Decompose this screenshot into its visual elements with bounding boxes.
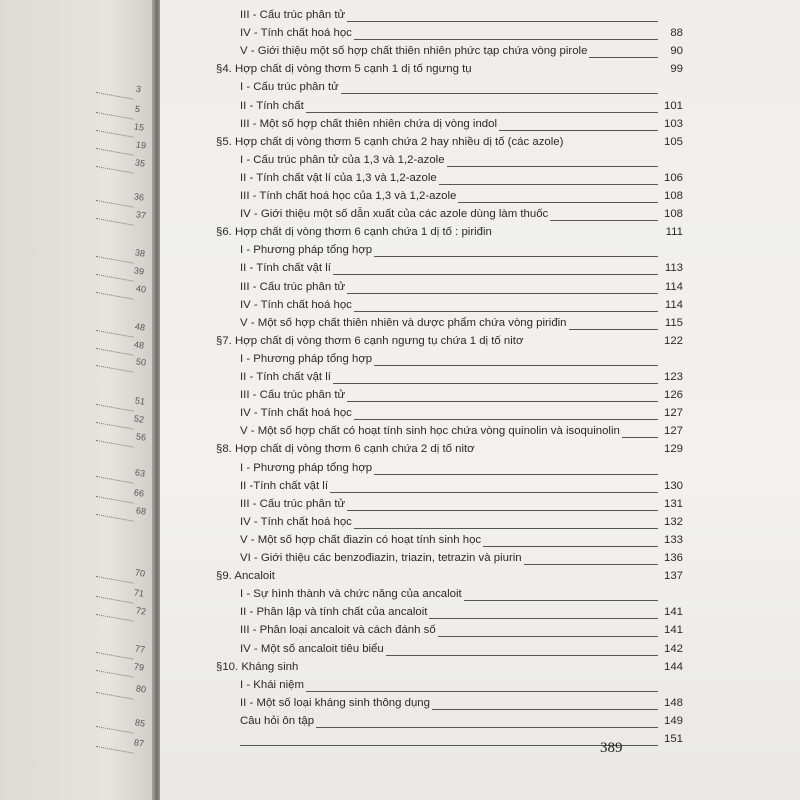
facing-page-number: 19	[135, 139, 147, 151]
toc-page-ref: 103	[663, 117, 683, 130]
facing-page-number: 48	[133, 339, 145, 351]
toc-leader-line	[330, 492, 658, 493]
facing-page-number: 72	[135, 605, 147, 617]
toc-entry-text: IV - Tính chất hoá học	[240, 515, 352, 528]
toc-section	[160, 658, 800, 676]
toc-page-ref: 127	[663, 407, 683, 420]
facing-page-leader-line	[96, 92, 134, 100]
facing-page-leader-line	[96, 200, 134, 208]
toc-leader-line	[464, 600, 658, 601]
toc-subitem	[160, 241, 800, 259]
toc-leader-line	[550, 220, 658, 221]
facing-page-number: 56	[135, 431, 147, 443]
toc-page-ref: 106	[663, 171, 683, 184]
toc-entry-text: I - Phương pháp tổng hợp	[240, 244, 373, 257]
facing-page-number: 85	[134, 717, 146, 729]
toc-page-ref: 141	[663, 624, 683, 637]
toc-leader-line	[447, 166, 658, 167]
toc-subitem	[160, 205, 800, 223]
toc-subitem	[160, 712, 800, 730]
toc-subitem	[160, 477, 800, 495]
toc-page-ref: 105	[663, 135, 683, 148]
toc-leader-line	[347, 401, 658, 402]
toc-leader-line	[458, 202, 658, 203]
page-number: 389	[600, 740, 623, 756]
facing-page-leader-line	[96, 365, 134, 373]
facing-page-number: 39	[133, 265, 145, 277]
toc-subitem	[160, 585, 800, 603]
toc-entry-text: IV - Giới thiệu một số dẫn xuất của các azole dùng làm thuốc	[240, 208, 549, 221]
toc-entry-text: §6. Hợp chất dị vòng thơm 6 cạnh chứa 1 dị tố : piriđin	[216, 226, 492, 239]
toc-subitem	[160, 459, 800, 477]
facing-page-number: 48	[134, 321, 146, 333]
facing-page-leader-line	[96, 440, 134, 448]
facing-page-leader-line	[96, 422, 134, 430]
facing-page-leader-line	[96, 148, 134, 156]
toc-section	[160, 223, 800, 241]
toc-page-ref: 111	[665, 226, 683, 239]
toc-page-ref: 144	[663, 660, 683, 673]
toc-entry-text: V - Một số hợp chất có hoạt tính sinh học chứa vòng quinolin và isoquinolin	[240, 425, 620, 438]
toc-leader-line	[240, 745, 658, 746]
toc-leader-line	[374, 365, 658, 366]
toc-page-ref: 129	[663, 443, 683, 456]
facing-page-number: 77	[134, 643, 146, 655]
toc-leader-line	[374, 474, 658, 475]
toc-leader-line	[429, 618, 658, 619]
toc-leader-line	[347, 293, 658, 294]
toc-subitem	[160, 97, 800, 115]
toc-entry-text: II - Tính chất	[240, 99, 304, 112]
toc-page-ref: 142	[663, 642, 683, 655]
toc-subitem	[160, 404, 800, 422]
toc-leader-line	[386, 655, 658, 656]
facing-page-number: 52	[133, 413, 145, 425]
facing-page-number: 63	[134, 467, 146, 479]
toc-entry-text: I - Phương pháp tổng hợp	[240, 461, 373, 474]
toc-page-ref: 132	[663, 515, 683, 528]
toc-leader-line	[341, 93, 658, 94]
toc-subitem	[160, 495, 800, 513]
toc-entry-text: §4. Hợp chất dị vòng thơm 5 cạnh 1 dị tố ngưng tụ	[216, 63, 472, 76]
toc-entry-text: II - Tính chất vật lí của 1,3 và 1,2-azole	[240, 171, 437, 184]
toc-leader-line	[333, 274, 658, 275]
facing-page-leader-line	[96, 652, 134, 660]
facing-page-number: 80	[135, 683, 147, 695]
facing-page-leader-line	[96, 476, 134, 484]
facing-page-number: 3	[135, 83, 142, 95]
toc-leader-line	[483, 546, 658, 547]
toc-entry-text: V - Một số hợp chất thiên nhiên và dược phẩm chứa vòng piriđin	[240, 316, 567, 329]
toc-page-ref: 108	[663, 208, 683, 221]
toc-entry-text: Câu hỏi ôn tập	[240, 714, 315, 727]
facing-page-number: 68	[135, 505, 147, 517]
facing-page-leader-line	[96, 692, 134, 700]
toc-page-ref: 90	[670, 45, 683, 58]
toc-entry-text: IV - Một số ancaloit tiêu biểu	[240, 642, 384, 655]
facing-page-leader-line	[96, 166, 134, 174]
toc-section	[160, 133, 800, 151]
toc-leader-line	[354, 528, 658, 529]
toc-leader-line	[306, 691, 658, 692]
toc-entry-text: I - Sự hình thành và chức năng của ancaloit	[240, 588, 462, 601]
toc-subitem	[160, 169, 800, 187]
toc-entry-text: §10. Kháng sinh	[216, 660, 299, 673]
facing-page-leader-line	[96, 746, 134, 754]
facing-page-leader-line	[96, 130, 134, 138]
toc-subitem	[160, 151, 800, 169]
toc-entry-text: IV - Tính chất hoá học	[240, 27, 352, 40]
toc-leader-line	[374, 256, 658, 257]
toc-page-ref: 126	[663, 389, 683, 402]
facing-page-number: 37	[135, 209, 147, 221]
facing-page-leader-line	[96, 112, 134, 120]
facing-page-leader-line	[96, 330, 134, 338]
facing-page-edge	[0, 0, 156, 800]
toc-page-ref: 114	[664, 280, 683, 293]
toc-page-ref: 137	[663, 570, 683, 583]
toc-page-ref: 122	[663, 334, 683, 347]
table-of-contents-page	[160, 0, 800, 800]
toc-subitem	[160, 115, 800, 133]
toc-page-ref: 88	[670, 27, 683, 40]
toc-leader-line	[333, 383, 658, 384]
facing-page-leader-line	[96, 726, 134, 734]
toc-subitem	[160, 78, 800, 96]
toc-leader-line	[622, 437, 658, 438]
toc-leader-line	[432, 709, 658, 710]
toc-subitem	[160, 621, 800, 639]
toc-subitem	[160, 187, 800, 205]
toc-subitem	[160, 278, 800, 296]
toc-page-ref: 108	[663, 190, 683, 202]
facing-page-number: 50	[135, 356, 147, 368]
toc-leader-line	[354, 311, 658, 312]
facing-page-number: 15	[133, 121, 145, 133]
toc-entry-text: III - Cấu trúc phân tử	[240, 497, 346, 510]
facing-page-number: 87	[133, 737, 145, 749]
toc-entry-text: II - Tính chất vật lí	[240, 262, 331, 275]
toc-entry-text: III - Phân loại ancaloit và cách đánh số	[240, 624, 436, 637]
toc-entry-text: V - Giới thiệu một số hợp chất thiên nhiên phức tạp chứa vòng pirole	[240, 45, 588, 58]
facing-page-number: 36	[133, 191, 145, 203]
facing-page-leader-line	[96, 596, 134, 604]
toc-subitem	[160, 386, 800, 404]
toc-entry-text: I - Cấu trúc phân tử của 1,3 và 1,2-azole	[240, 153, 445, 166]
toc-section	[160, 567, 800, 585]
toc-page-ref: 115	[664, 316, 683, 329]
toc-entry-text: II - Một số loại kháng sinh thông dụng	[240, 696, 430, 709]
toc-page-ref: 123	[663, 371, 683, 383]
toc-page-ref: 136	[663, 552, 683, 564]
facing-page-leader-line	[96, 292, 134, 300]
toc-subitem	[160, 24, 800, 42]
toc-leader-line	[438, 636, 658, 637]
toc-entry-text: III - Cấu trúc phân tử	[240, 389, 346, 402]
toc-subitem	[160, 730, 800, 748]
facing-page-number: 40	[135, 283, 147, 295]
toc-page-ref: 114	[664, 298, 683, 311]
toc-page-ref: 101	[663, 99, 683, 112]
toc-page-ref: 151	[663, 733, 683, 745]
toc-entry-text: II - Phân lập và tính chất của ancaloit	[240, 606, 428, 619]
facing-page-leader-line	[96, 256, 134, 264]
toc-subitem	[160, 314, 800, 332]
toc-leader-line	[354, 39, 658, 40]
facing-page-leader-line	[96, 404, 134, 412]
facing-page-number: 51	[134, 395, 146, 407]
facing-page-number: 71	[133, 587, 145, 599]
facing-page-leader-line	[96, 218, 134, 226]
toc-entry-text: II - Tính chất vật lí	[240, 371, 331, 383]
toc-leader-line	[589, 57, 658, 58]
toc-subitem	[160, 6, 800, 24]
toc-entry-text: §7. Hợp chất dị vòng thơm 6 cạnh ngưng tụ chứa 1 dị tố nitơ	[216, 334, 524, 347]
facing-page-number: 38	[134, 247, 146, 259]
toc-subitem	[160, 531, 800, 549]
facing-page-number: 70	[134, 567, 146, 579]
toc-leader-line	[347, 510, 658, 511]
toc-leader-line	[569, 329, 658, 330]
toc-page-ref: 99	[670, 63, 683, 76]
toc-entry-text: III - Một số hợp chất thiên nhiên chứa dị vòng indol	[240, 117, 497, 130]
facing-page-number: 35	[134, 157, 146, 169]
toc-entry-text: IV - Tính chất hoá học	[240, 407, 352, 420]
toc-page-ref: 131	[663, 497, 683, 510]
toc-section	[160, 440, 800, 458]
toc-leader-line	[439, 184, 658, 185]
toc-leader-line	[499, 130, 658, 131]
toc-entry-text: §8. Hợp chất dị vòng thơm 6 cạnh chứa 2 dị tố nitơ	[216, 443, 475, 456]
facing-page-number: 66	[133, 487, 145, 499]
toc-entry-text: II -Tính chất vật lí	[240, 479, 328, 492]
toc-page-ref: 149	[663, 714, 683, 727]
toc-entry-text: IV - Tính chất hoá học	[240, 298, 352, 311]
toc-subitem	[160, 694, 800, 712]
toc-subitem	[160, 350, 800, 368]
toc-entry-text: III - Tính chất hoá học của 1,3 và 1,2-azole	[240, 190, 457, 202]
toc-page-ref: 141	[663, 606, 683, 619]
toc-entry-text: §5. Hợp chất dị vòng thơm 5 cạnh chứa 2 hay nhiều dị tố (các azole)	[216, 135, 564, 148]
toc-leader-line	[524, 564, 658, 565]
toc-leader-line	[306, 112, 658, 113]
toc-leader-line	[316, 727, 658, 728]
toc-section	[160, 332, 800, 350]
toc-subitem	[160, 603, 800, 621]
toc-subitem	[160, 513, 800, 531]
toc-page-ref: 113	[664, 262, 683, 275]
toc-subitem	[160, 296, 800, 314]
toc-page-ref: 127	[663, 425, 683, 438]
facing-page-leader-line	[96, 514, 134, 522]
facing-page-leader-line	[96, 576, 134, 584]
toc-entry-text: §9. Ancaloit	[216, 570, 275, 583]
toc-subitem	[160, 422, 800, 440]
toc-subitem	[160, 42, 800, 60]
toc-entry-text: I - Khái niệm	[240, 678, 304, 691]
toc-section	[160, 60, 800, 78]
toc-entry-text: III - Cấu trúc phân tử	[240, 280, 346, 293]
toc-leader-line	[354, 419, 658, 420]
toc-leader-line	[347, 21, 658, 22]
toc-entry-text: V - Một số hợp chất điazin có hoạt tính sinh học	[240, 533, 482, 546]
facing-page-number: 79	[133, 661, 145, 673]
facing-page-number: 5	[134, 103, 141, 115]
facing-page-leader-line	[96, 348, 134, 356]
toc-subitem	[160, 676, 800, 694]
toc-entry-text: I - Cấu trúc phân tử	[240, 81, 339, 94]
toc-subitem	[160, 640, 800, 658]
toc-page-ref: 148	[663, 696, 683, 709]
toc-entry-text: III - Cấu trúc phân tử	[240, 9, 346, 21]
toc-entry-text: I - Phương pháp tổng hợp	[240, 352, 373, 365]
facing-page-leader-line	[96, 496, 134, 504]
toc-subitem	[160, 549, 800, 567]
facing-page-leader-line	[96, 274, 134, 282]
facing-page-leader-line	[96, 670, 134, 678]
toc-subitem	[160, 259, 800, 277]
toc-page-ref: 133	[663, 533, 683, 546]
toc-entry-text: VI - Giới thiệu các benzođiazin, triazin, tetrazin và piurin	[240, 552, 522, 564]
toc-subitem	[160, 368, 800, 386]
toc-page-ref: 130	[663, 479, 683, 492]
facing-page-leader-line	[96, 614, 134, 622]
